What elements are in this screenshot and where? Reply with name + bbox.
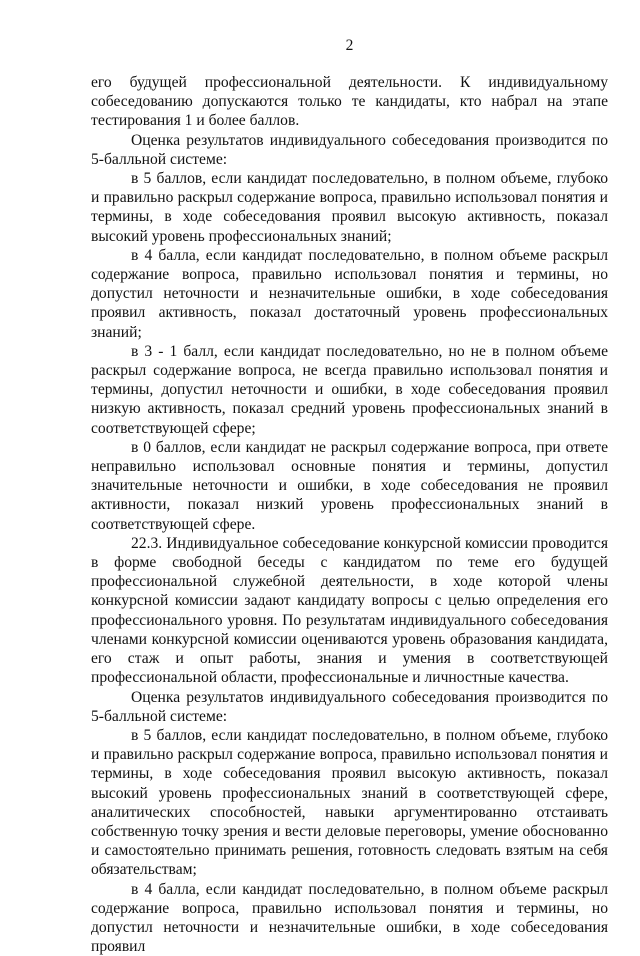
paragraph-7: 22.3. Индивидуальное собеседование конкурсной комиссии проводится в форме свободной беседы с кандидатом по теме его будущей профессиональной служебной деятельности, в ходе которой члены конкурсной комиссии задают кандидату вопросы с целью определения его профессионального уровня. По результатам индивидуального собеседования членами конкурсной комиссии оцениваются уровень образования кандидата, его стаж и опыт работы, знания и умения в соответствующей профессиональной области, профессиональные и личностные качества. <box>91 534 608 687</box>
paragraph-4: в 4 балла, если кандидат последовательно, в полном объеме раскрыл содержание вопроса, правильно использовал понятия и термины, но допустил неточности и незначительные ошибки, в ходе собеседования проявил активность, показал достаточный уровень профессиональных знаний; <box>91 246 608 341</box>
paragraph-8: Оценка результатов индивидуального собеседования производится по 5-балльной системе: <box>91 688 608 725</box>
paragraph-1: его будущей профессиональной деятельности. К индивидуальному собеседованию допускаются только те кандидаты, кто набрал на этапе тестирования 1 и более баллов. <box>91 74 608 130</box>
paragraph-9: в 5 баллов, если кандидат последовательно, в полном объеме, глубоко и правильно раскрыл содержание вопроса, правильно использовал понятия и термины, в ходе собеседования проявил высокую активность, показал высокий уровень профессиональных знаний в соответствующей сфере, аналитических способностей, навыки аргументированно отстаивать собственную точку зрения и вести деловые переговоры, умение обоснованно и самостоятельно принимать решения, готовность следовать взятым на себя обязательствам; <box>91 726 608 879</box>
page-number: 2 <box>345 37 354 54</box>
paragraph-2: Оценка результатов индивидуального собеседования производится по 5-балльной системе: <box>91 131 608 168</box>
paragraph-3: в 5 баллов, если кандидат последовательно, в полном объеме, глубоко и правильно раскрыл содержание вопроса, правильно использовал понятия и термины, в ходе собеседования проявил высокую активность, показал высокий уровень профессиональных знаний; <box>91 170 608 245</box>
paragraph-5: в 3 - 1 балл, если кандидат последовательно, но не в полном объеме раскрыл содержание вопроса, не всегда правильно использовал понятия и термины, допустил неточности и ошибки, в ходе собеседования проявил низкую активность, показал средний уровень профессиональных знаний в соответствующей сфере; <box>91 342 608 437</box>
document-body <box>91 73 608 956</box>
paragraph-10: в 4 балла, если кандидат последовательно, в полном объеме раскрыл содержание вопроса, правильно использовал понятия и термины, но допустил неточности и незначительные ошибки, в ходе собеседования проявил <box>91 880 608 956</box>
paragraph-6: в 0 баллов, если кандидат не раскрыл содержание вопроса, при ответе неправильно использовал основные понятия и термины, допустил значительные неточности и ошибки, в ходе собеседования не проявил активности, показал низкий уровень профессиональных знаний в соответствующей сфере. <box>91 438 608 533</box>
